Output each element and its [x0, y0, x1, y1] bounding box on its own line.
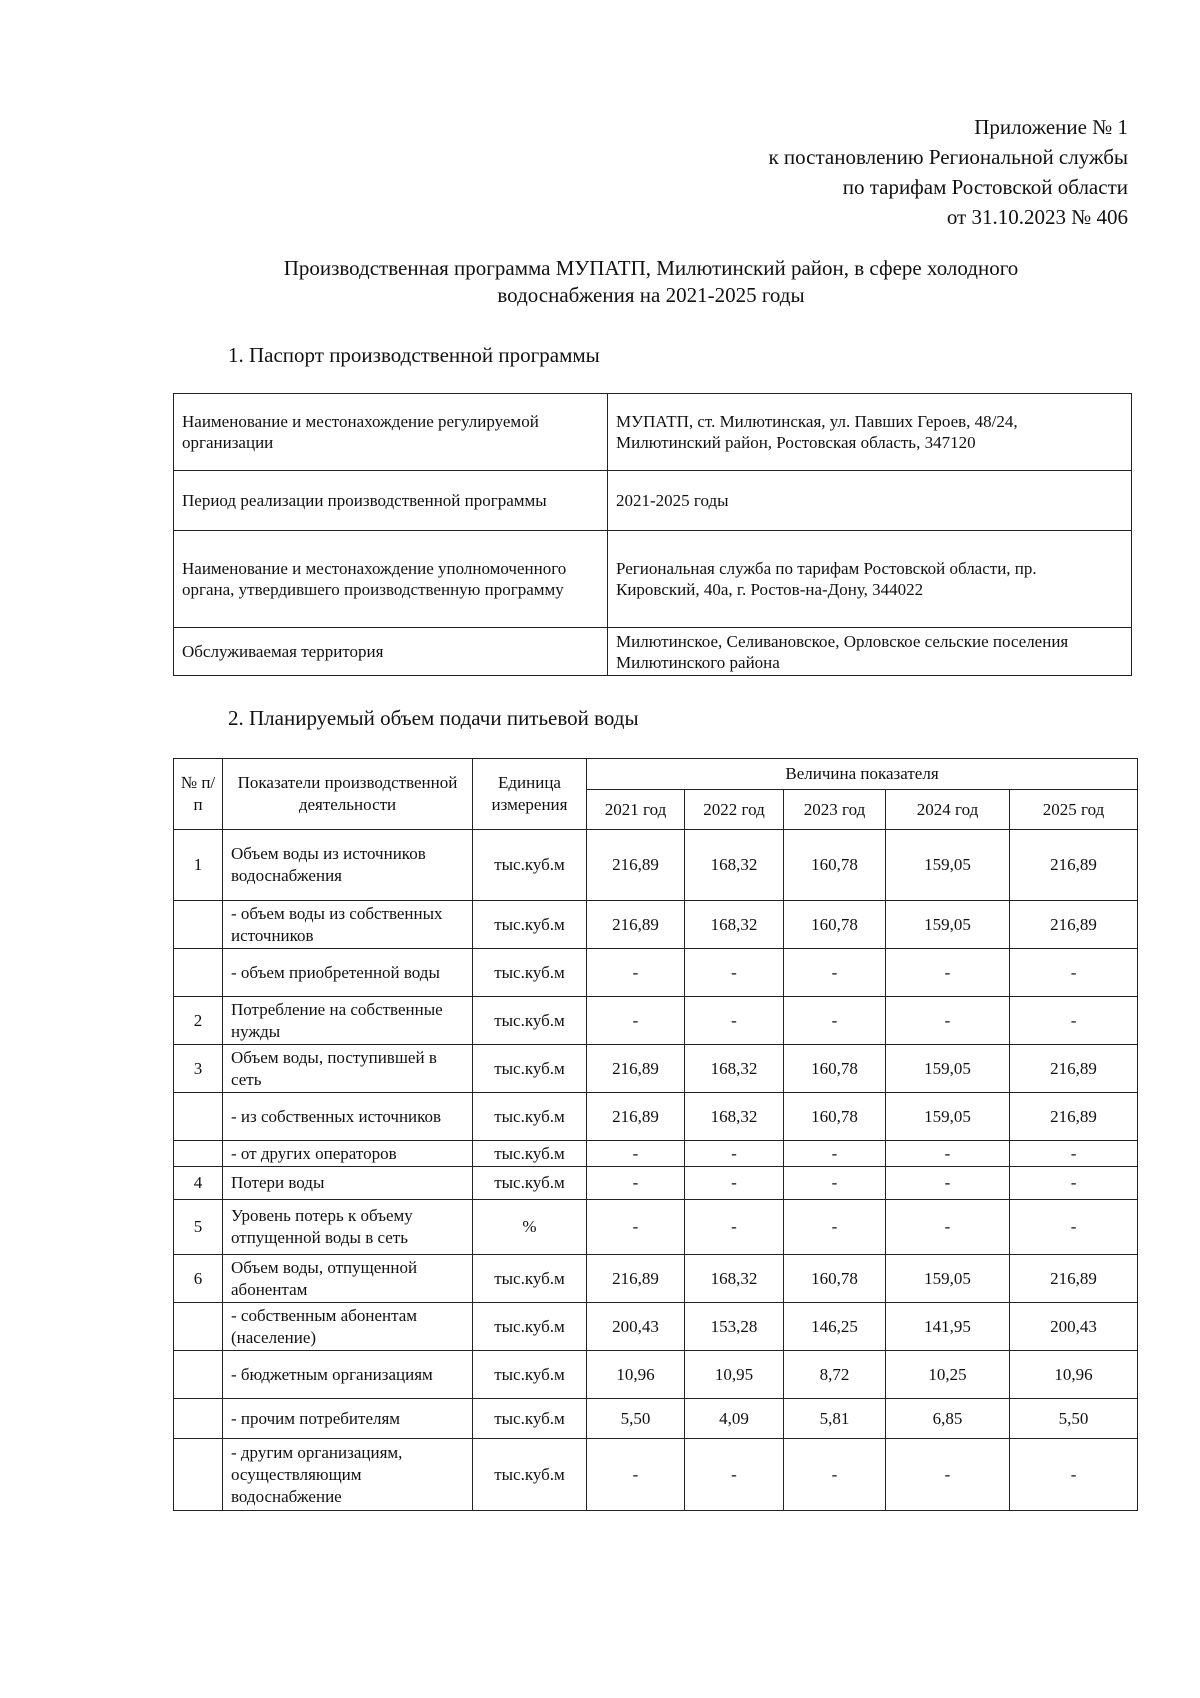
row-unit: тыс.куб.м — [473, 1303, 587, 1351]
passport-label-cell: Период реализации производственной программы — [174, 471, 608, 531]
table-row — [174, 1351, 1138, 1399]
row-value-2023: 160,78 — [784, 901, 886, 949]
row-value-2021: 216,89 — [587, 1255, 685, 1303]
row-value-2023: - — [784, 997, 886, 1045]
header-indicator: Показатели производственной деятельности — [223, 759, 473, 830]
row-unit: тыс.куб.м — [473, 1167, 587, 1200]
row-value-2025: - — [1010, 1439, 1138, 1511]
section-heading-volume: 2. Планируемый объем подачи питьевой воды — [228, 706, 639, 730]
appendix-block — [528, 112, 1128, 232]
row-value-2021: - — [587, 997, 685, 1045]
row-value-2024: 159,05 — [886, 1093, 1010, 1141]
table-row — [174, 628, 1132, 676]
row-value-2022: 168,32 — [685, 1093, 784, 1141]
appendix-line: Приложение № 1 — [974, 115, 1128, 139]
row-value-2025: - — [1010, 1200, 1138, 1255]
row-num: 4 — [174, 1167, 223, 1200]
row-value-2024: - — [886, 1439, 1010, 1511]
row-value-2021: - — [587, 1167, 685, 1200]
table-row — [174, 1439, 1138, 1511]
table-row — [174, 531, 1132, 628]
row-value-2023: 160,78 — [784, 1045, 886, 1093]
row-value-2021: 216,89 — [587, 1093, 685, 1141]
table-row — [174, 471, 1132, 531]
row-value-2023: - — [784, 1141, 886, 1167]
row-value-2025: 216,89 — [1010, 1093, 1138, 1141]
row-value-2024: 159,05 — [886, 1045, 1010, 1093]
row-value-2023: 8,72 — [784, 1351, 886, 1399]
row-value-2022: - — [685, 997, 784, 1045]
row-value-2022: 168,32 — [685, 1255, 784, 1303]
table-row — [174, 997, 1138, 1045]
header-year: 2023 год — [784, 790, 886, 830]
row-unit: тыс.куб.м — [473, 1351, 587, 1399]
row-value-2024: 159,05 — [886, 1255, 1010, 1303]
table-row — [174, 1045, 1138, 1093]
row-num — [174, 949, 223, 997]
row-value-2022: - — [685, 1439, 784, 1511]
row-value-2021: 5,50 — [587, 1399, 685, 1439]
header-year: 2022 год — [685, 790, 784, 830]
row-value-2023: 146,25 — [784, 1303, 886, 1351]
row-value-2024: 159,05 — [886, 901, 1010, 949]
header-unit: Единица измерения — [473, 759, 587, 830]
appendix-line: от 31.10.2023 № 406 — [946, 205, 1128, 229]
table-row — [174, 1141, 1138, 1167]
table-header-row — [174, 759, 1138, 790]
passport-label-cell: Наименование и местонахождение регулируемой организации — [174, 394, 608, 471]
row-num — [174, 1351, 223, 1399]
section-heading-passport: 1. Паспорт производственной программы — [228, 343, 600, 367]
row-value-2025: 216,89 — [1010, 830, 1138, 901]
row-unit: тыс.куб.м — [473, 949, 587, 997]
row-value-2022: 153,28 — [685, 1303, 784, 1351]
passport-value-cell: Милютинское, Селивановское, Орловское сельские поселения Милютинского района — [608, 628, 1132, 676]
water-volume-table — [173, 758, 1138, 1511]
table-row — [174, 901, 1138, 949]
row-value-2024: - — [886, 1167, 1010, 1200]
table-row — [174, 830, 1138, 901]
row-value-2023: - — [784, 949, 886, 997]
row-value-2023: 160,78 — [784, 830, 886, 901]
header-year: 2021 год — [587, 790, 685, 830]
row-value-2023: 5,81 — [784, 1399, 886, 1439]
header-num: № п/п — [174, 759, 223, 830]
row-value-2025: - — [1010, 1167, 1138, 1200]
table-row — [174, 949, 1138, 997]
title-line: водоснабжения на 2021-2025 годы — [497, 283, 805, 307]
row-value-2025: 10,96 — [1010, 1351, 1138, 1399]
header-year: 2024 год — [886, 790, 1010, 830]
row-indicator: - собственным абонентам (население) — [223, 1303, 473, 1351]
header-year: 2025 год — [1010, 790, 1138, 830]
row-value-2024: 10,25 — [886, 1351, 1010, 1399]
row-unit: тыс.куб.м — [473, 1093, 587, 1141]
row-num — [174, 1093, 223, 1141]
row-unit: % — [473, 1200, 587, 1255]
row-num — [174, 1303, 223, 1351]
row-value-2023: 160,78 — [784, 1255, 886, 1303]
row-unit: тыс.куб.м — [473, 1439, 587, 1511]
row-value-2025: 200,43 — [1010, 1303, 1138, 1351]
row-value-2025: - — [1010, 949, 1138, 997]
row-num: 5 — [174, 1200, 223, 1255]
row-value-2021: 216,89 — [587, 901, 685, 949]
row-value-2024: - — [886, 997, 1010, 1045]
row-indicator: - объем приобретенной воды — [223, 949, 473, 997]
table-row — [174, 1200, 1138, 1255]
row-value-2024: - — [886, 1141, 1010, 1167]
row-num — [174, 1399, 223, 1439]
row-value-2024: - — [886, 1200, 1010, 1255]
row-indicator: - от других операторов — [223, 1141, 473, 1167]
row-unit: тыс.куб.м — [473, 1399, 587, 1439]
row-num — [174, 901, 223, 949]
table-row — [174, 1255, 1138, 1303]
passport-table — [173, 393, 1132, 676]
row-value-2021: - — [587, 1439, 685, 1511]
table-row — [174, 1399, 1138, 1439]
passport-label-cell: Обслуживаемая территория — [174, 628, 608, 676]
row-value-2024: 141,95 — [886, 1303, 1010, 1351]
row-value-2021: 216,89 — [587, 1045, 685, 1093]
row-value-2021: - — [587, 949, 685, 997]
header-value-group: Величина показателя — [587, 759, 1138, 790]
row-value-2023: - — [784, 1200, 886, 1255]
row-value-2021: - — [587, 1141, 685, 1167]
row-value-2023: 160,78 — [784, 1093, 886, 1141]
row-value-2022: - — [685, 1200, 784, 1255]
row-indicator: - из собственных источников — [223, 1093, 473, 1141]
row-value-2021: 10,96 — [587, 1351, 685, 1399]
row-value-2022: 168,32 — [685, 830, 784, 901]
row-indicator: Уровень потерь к объему отпущенной воды в сеть — [223, 1200, 473, 1255]
row-indicator: Объем воды, отпущенной абонентам — [223, 1255, 473, 1303]
row-indicator: Объем воды, поступившей в сеть — [223, 1045, 473, 1093]
row-num — [174, 1439, 223, 1511]
row-value-2022: 4,09 — [685, 1399, 784, 1439]
row-indicator: - бюджетным организациям — [223, 1351, 473, 1399]
row-value-2022: 168,32 — [685, 1045, 784, 1093]
row-indicator: - прочим потребителям — [223, 1399, 473, 1439]
row-value-2025: 216,89 — [1010, 1045, 1138, 1093]
row-value-2025: 216,89 — [1010, 1255, 1138, 1303]
row-indicator: - другим организациям, осуществляющим водоснабжение — [223, 1439, 473, 1511]
row-value-2022: - — [685, 1167, 784, 1200]
row-indicator: Объем воды из источников водоснабжения — [223, 830, 473, 901]
row-value-2021: 200,43 — [587, 1303, 685, 1351]
row-num: 2 — [174, 997, 223, 1045]
row-num: 6 — [174, 1255, 223, 1303]
table-row — [174, 1167, 1138, 1200]
appendix-line: к постановлению Региональной службы — [768, 145, 1128, 169]
row-value-2025: - — [1010, 997, 1138, 1045]
table-row — [174, 394, 1132, 471]
passport-value-cell: МУПАТП, ст. Милютинская, ул. Павших Героев, 48/24, Милютинский район, Ростовская область, 347120 — [608, 394, 1132, 471]
row-value-2022: 10,95 — [685, 1351, 784, 1399]
row-value-2024: 6,85 — [886, 1399, 1010, 1439]
row-value-2021: 216,89 — [587, 830, 685, 901]
row-unit: тыс.куб.м — [473, 830, 587, 901]
row-indicator: Потери воды — [223, 1167, 473, 1200]
row-num: 3 — [174, 1045, 223, 1093]
row-unit: тыс.куб.м — [473, 997, 587, 1045]
row-value-2022: - — [685, 949, 784, 997]
row-value-2022: - — [685, 1141, 784, 1167]
row-unit: тыс.куб.м — [473, 1045, 587, 1093]
appendix-line: по тарифам Ростовской области — [842, 175, 1128, 199]
row-value-2023: - — [784, 1167, 886, 1200]
row-value-2025: - — [1010, 1141, 1138, 1167]
table-row — [174, 1303, 1138, 1351]
row-value-2025: 5,50 — [1010, 1399, 1138, 1439]
row-value-2021: - — [587, 1200, 685, 1255]
row-value-2024: 159,05 — [886, 830, 1010, 901]
passport-label-cell: Наименование и местонахождение уполномоченного органа, утвердившего производственную программу — [174, 531, 608, 628]
row-indicator: Потребление на собственные нужды — [223, 997, 473, 1045]
row-unit: тыс.куб.м — [473, 901, 587, 949]
row-num: 1 — [174, 830, 223, 901]
row-value-2024: - — [886, 949, 1010, 997]
row-unit: тыс.куб.м — [473, 1141, 587, 1167]
row-value-2022: 168,32 — [685, 901, 784, 949]
row-value-2025: 216,89 — [1010, 901, 1138, 949]
row-unit: тыс.куб.м — [473, 1255, 587, 1303]
passport-value-cell: 2021-2025 годы — [608, 471, 1132, 531]
row-indicator: - объем воды из собственных источников — [223, 901, 473, 949]
title-line: Производственная программа МУПАТП, Милютинский район, в сфере холодного — [283, 256, 1019, 280]
table-row — [174, 1093, 1138, 1141]
row-num — [174, 1141, 223, 1167]
row-value-2023: - — [784, 1439, 886, 1511]
document-title — [160, 255, 1142, 309]
passport-value-cell: Региональная служба по тарифам Ростовской области, пр. Кировский, 40а, г. Ростов-на-Дону, 344022 — [608, 531, 1132, 628]
